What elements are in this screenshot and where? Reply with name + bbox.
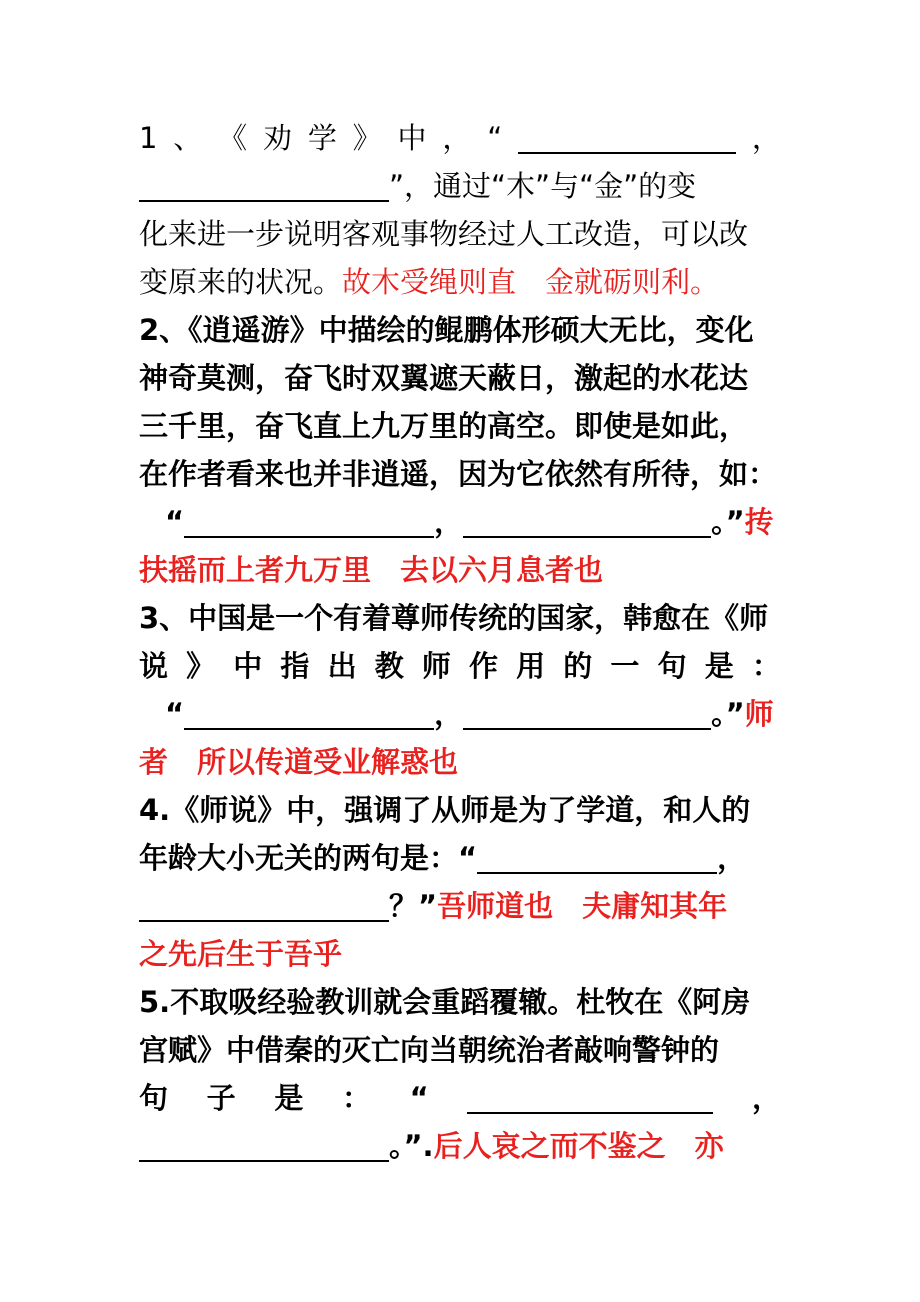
q3-char: 是 <box>704 649 734 683</box>
q1-line-4 <box>139 258 781 306</box>
q3-char: 中 <box>233 649 263 683</box>
q3-char: 教 <box>374 649 404 683</box>
answer-blank[interactable] <box>139 170 389 202</box>
q1-line-2 <box>139 162 781 210</box>
q1-char: 学 <box>307 121 337 155</box>
open-quote: “ <box>165 505 185 539</box>
q3-char: 句 <box>657 649 687 683</box>
q3-char: 指 <box>280 649 310 683</box>
q2-line-3: 三千里，奋飞直上九万里的高空。即使是如此， <box>139 409 749 443</box>
close-quote: 。” <box>711 697 745 731</box>
close-quote: 。” <box>711 505 745 539</box>
q3-char: 出 <box>327 649 357 683</box>
q5-line-2: 宫赋》中借秦的灭亡向当朝统治者敲响警钟的 <box>139 1033 720 1067</box>
q1-char: 》 <box>352 121 382 155</box>
answer-blank[interactable] <box>463 506 711 538</box>
q2-answer-start: 抟 <box>744 505 774 539</box>
q1-char: 劝 <box>262 121 292 155</box>
q2-line-4: 在作者看来也并非逍遥，因为它依然有所待，如： <box>139 457 778 491</box>
q1-char: 《 <box>218 121 248 155</box>
q1-char: “ <box>487 121 503 155</box>
q5-line-3 <box>139 1074 781 1122</box>
answer-blank[interactable] <box>139 1130 389 1162</box>
open-quote: “ <box>165 697 185 731</box>
q3-line-2 <box>139 642 781 690</box>
q4-line-1: 4.《师说》中，强调了从师是为了学道，和人的 <box>139 793 751 827</box>
q5-char: 子 <box>206 1081 236 1115</box>
q4-answer: 之先后生于吾乎 <box>139 937 343 971</box>
comma: ， <box>717 841 747 875</box>
q1-line-3: 化来进一步说明客观事物经过人工改造，可以改 <box>139 217 749 251</box>
q5-answer: 后人哀之而不鉴之 亦 <box>433 1129 724 1163</box>
q1-char: 1 <box>139 121 158 155</box>
q3-char: 》 <box>186 649 216 683</box>
q4-line-3 <box>139 882 781 930</box>
q3-answer: 者 所以传道受业解惑也 <box>139 745 459 779</box>
q1-line-1 <box>139 114 781 162</box>
q1-char: ， <box>442 121 472 155</box>
q1-line-2-text: ”，通过“木”与“金”的变 <box>389 169 697 203</box>
q5-char: 是 <box>274 1081 304 1115</box>
q1-comma: ， <box>751 121 781 155</box>
q3-answer-start: 师 <box>744 697 774 731</box>
q2-line-2: 神奇莫测，奋飞时双翼遮天蔽日，激起的水花达 <box>139 361 749 395</box>
answer-blank[interactable] <box>477 842 717 874</box>
comma: ， <box>434 697 464 731</box>
q1-line-4-text: 变原来的状况。 <box>139 265 343 299</box>
open-quote: “ <box>409 1081 429 1115</box>
answer-blank[interactable] <box>518 122 736 154</box>
answer-blank[interactable] <box>463 698 711 730</box>
q4-line-2-text: 年龄大小无关的两句是：“ <box>139 841 478 875</box>
answer-blank[interactable] <box>139 890 389 922</box>
answer-blank[interactable] <box>184 698 434 730</box>
q3-char: 作 <box>468 649 498 683</box>
close-quote: ？” <box>389 889 438 923</box>
q5-line-1: 5.不取吸经验教训就会重蹈覆辙。杜牧在《阿房 <box>139 985 751 1019</box>
answer-blank[interactable] <box>467 1082 713 1114</box>
q3-char: ： <box>751 649 781 683</box>
q1-char: 、 <box>173 121 203 155</box>
q5-line-4 <box>139 1122 781 1170</box>
q5-char: ： <box>341 1081 371 1115</box>
comma: ， <box>751 1081 781 1115</box>
q5-char: 句 <box>139 1081 169 1115</box>
q3-char: 说 <box>139 649 169 683</box>
q2-answer: 扶摇而上者九万里 去以六月息者也 <box>139 553 604 587</box>
q1-char: 中 <box>397 121 427 155</box>
q3-line-3 <box>139 690 781 738</box>
close-quote: 。”. <box>389 1129 434 1163</box>
q1-answer: 故木受绳则直 金就砺则利。 <box>342 265 720 299</box>
q3-char: 用 <box>516 649 546 683</box>
q2-line-1: 2、《逍遥游》中描绘的鲲鹏体形硕大无比，变化 <box>139 313 754 347</box>
q3-line-1: 3、中国是一个有着尊师传统的国家，韩愈在《师 <box>139 601 769 635</box>
q3-char: 一 <box>610 649 640 683</box>
answer-blank[interactable] <box>184 506 434 538</box>
q3-char: 师 <box>421 649 451 683</box>
q3-char: 的 <box>563 649 593 683</box>
q4-answer-start: 吾师道也 夫庸知其年 <box>437 889 728 923</box>
q2-line-5 <box>139 498 781 546</box>
comma: ， <box>434 505 464 539</box>
q4-line-2 <box>139 834 781 882</box>
